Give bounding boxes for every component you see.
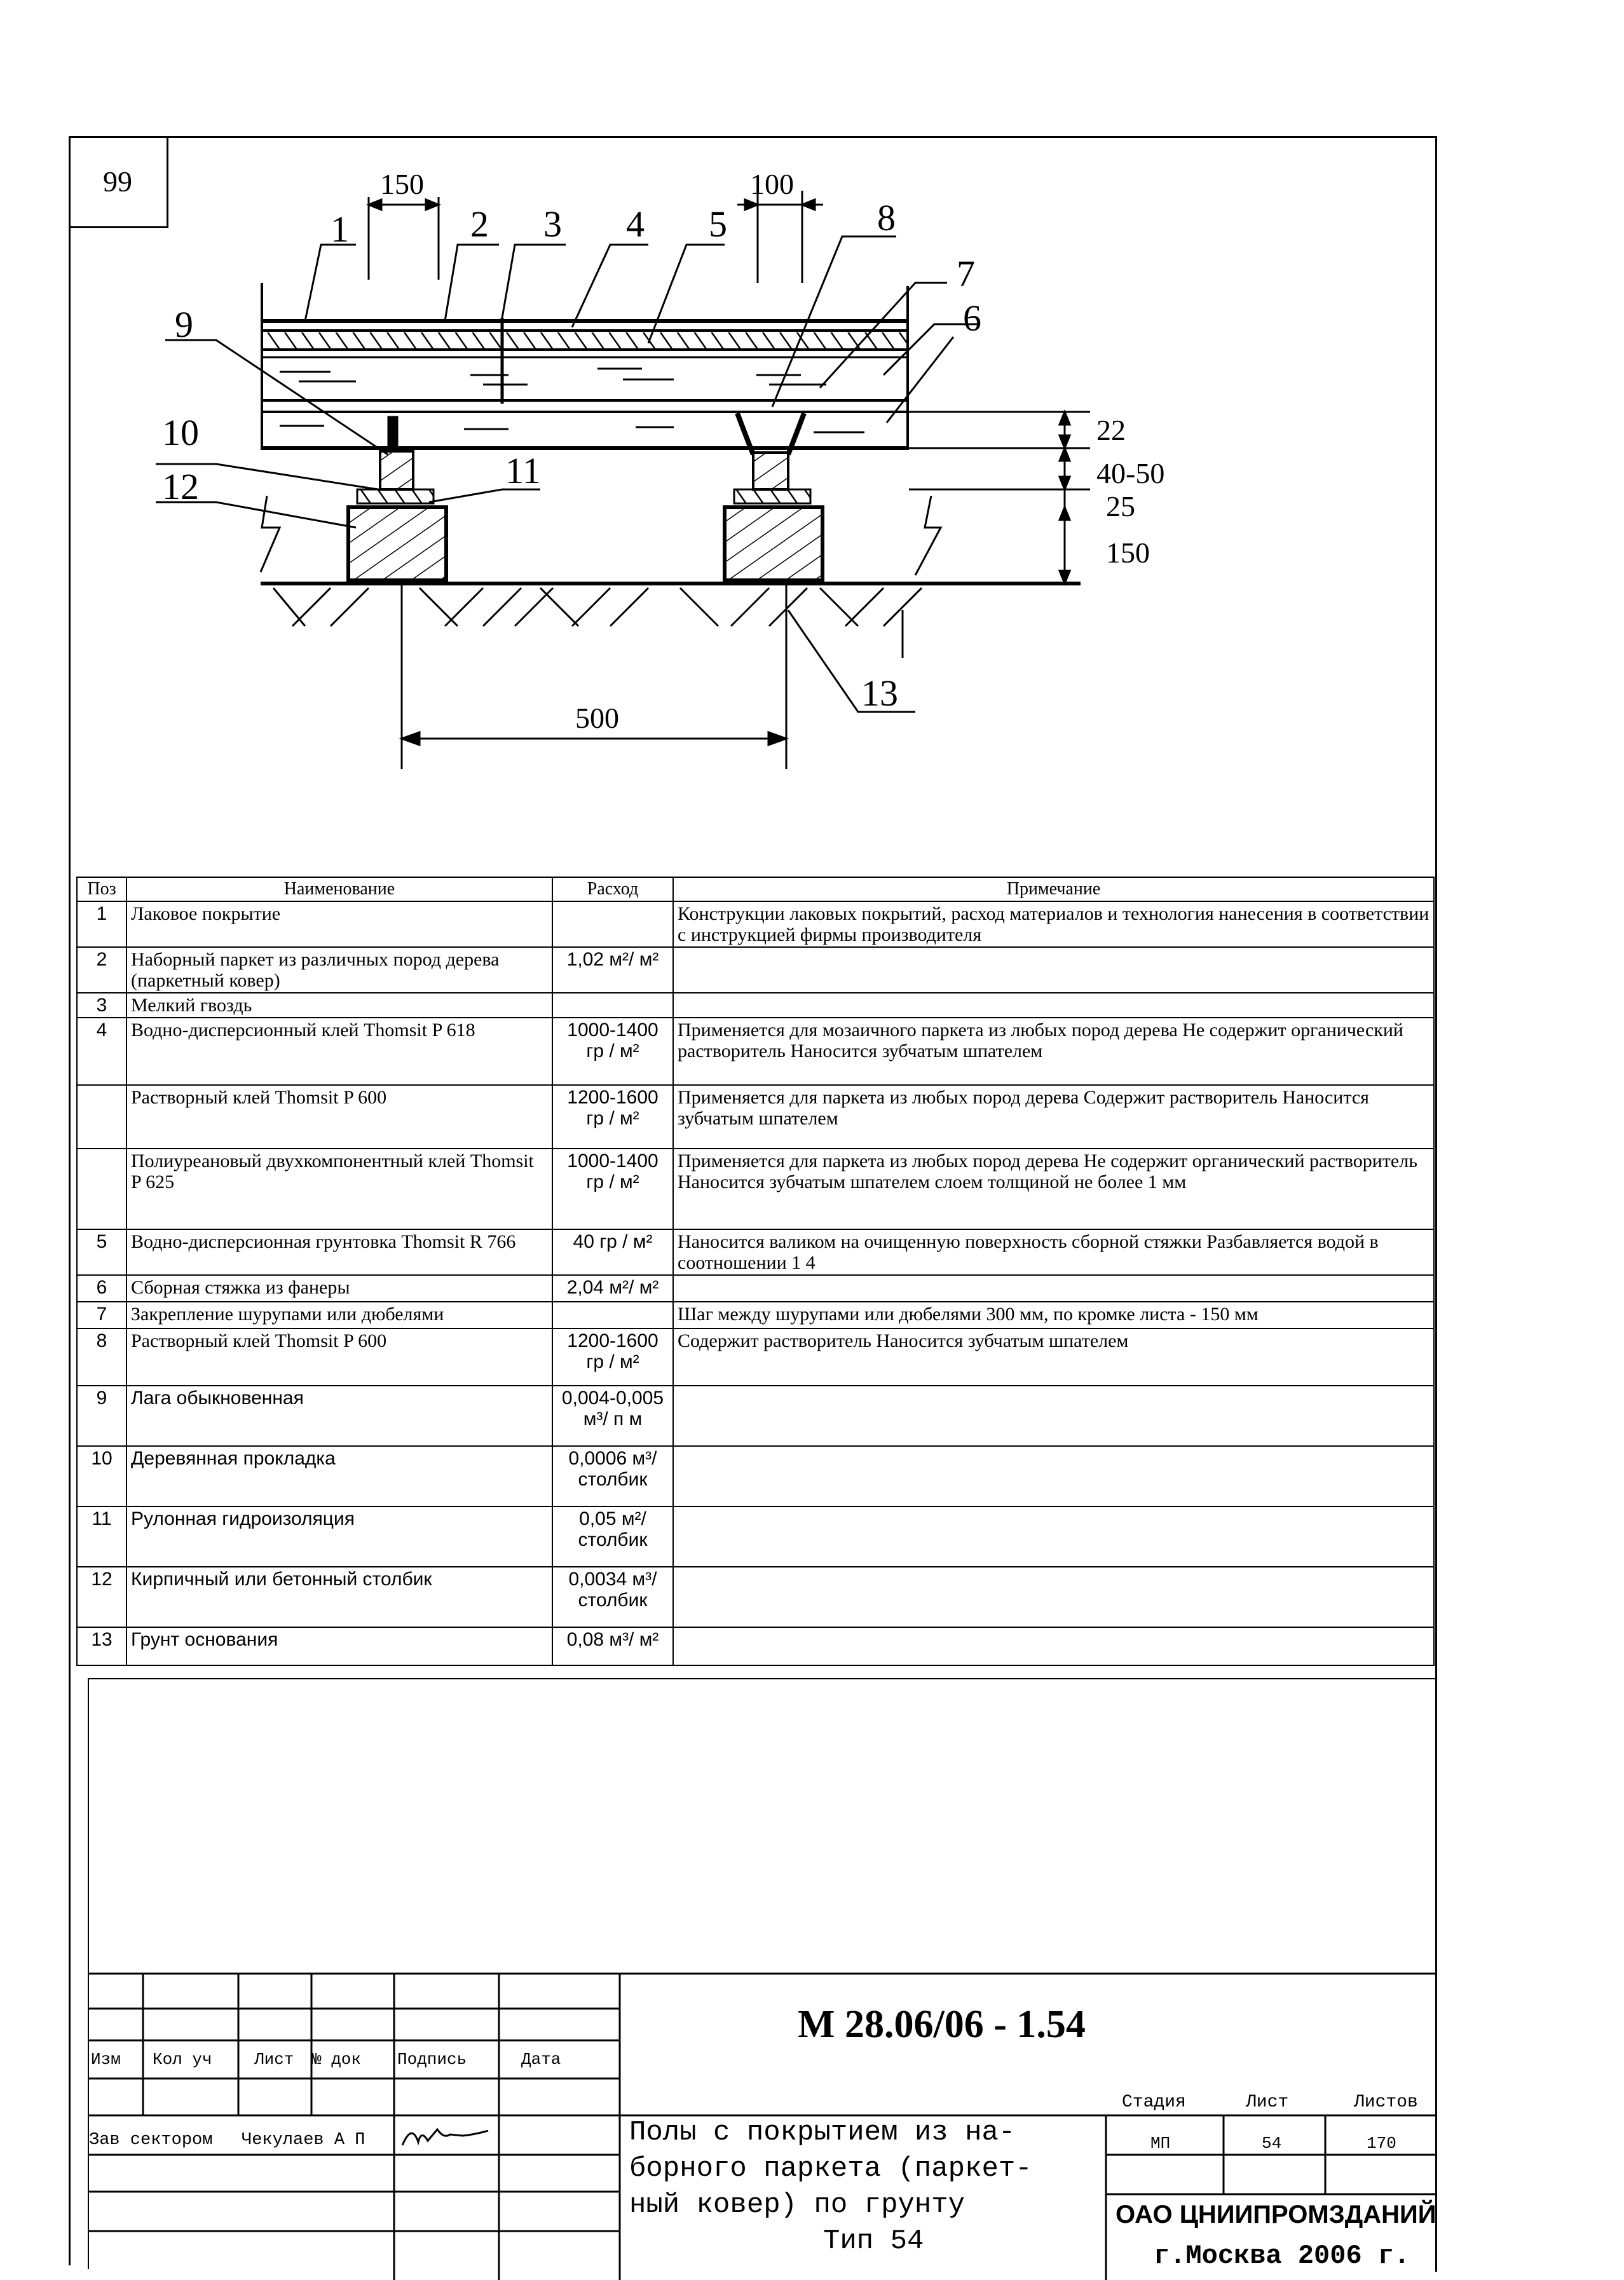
row-note	[673, 993, 1434, 1018]
row-note	[673, 1567, 1434, 1627]
dim-150-side: 150	[1106, 536, 1150, 569]
table-row	[77, 1085, 1434, 1149]
row-note: Шаг между шурупами или дюбелями 300 мм, по кромке листа - 150 мм	[673, 1302, 1434, 1328]
table-row	[77, 1567, 1434, 1627]
row-rate: 1,02 м²/ м²	[552, 947, 673, 993]
col-kol-uch: Кол уч	[153, 2050, 212, 2069]
row-pos: 9	[77, 1386, 126, 1446]
sheet-number: 99	[103, 165, 132, 198]
table-row	[77, 1149, 1434, 1229]
row-name: Кирпичный или бетонный столбик	[126, 1567, 552, 1627]
table-row	[77, 1627, 1434, 1665]
table-row	[77, 1275, 1434, 1302]
row-name: Сборная стяжка из фанеры	[126, 1275, 552, 1302]
col-list: Лист	[254, 2050, 294, 2069]
floor-layers	[261, 283, 909, 448]
row-rate	[552, 901, 673, 947]
dimensions	[369, 191, 1090, 745]
row-note	[673, 1627, 1434, 1665]
document-code: М 28.06/06 - 1.54	[798, 2003, 1086, 2046]
row-rate: 1200-1600 гр / м²	[552, 1085, 673, 1149]
row-note	[673, 1446, 1434, 1506]
row-pos: 5	[77, 1229, 126, 1275]
row-note	[673, 1275, 1434, 1302]
row-pos: 10	[77, 1446, 126, 1506]
row-note: Конструкции лаковых покрытий, расход материалов и технология нанесения в соответствии с инструкцией фирмы производителя	[673, 901, 1434, 947]
row-name: Растворный клей Thomsit P 600	[126, 1328, 552, 1386]
row-name: Водно-дисперсионный клей Thomsit P 618	[126, 1018, 552, 1085]
row-name: Мелкий гвоздь	[126, 993, 552, 1018]
post-left	[348, 416, 446, 580]
dim-25: 25	[1106, 490, 1135, 522]
row-name: Деревянная прокладка	[126, 1446, 552, 1506]
row-rate	[552, 993, 673, 1018]
header-pos: Поз	[77, 877, 126, 901]
callout-10: 10	[162, 412, 199, 453]
col-signature: Подпись	[397, 2050, 467, 2069]
floor-section-drawing	[0, 0, 1624, 877]
row-note	[673, 1386, 1434, 1446]
stage-label: Стадия	[1122, 2092, 1186, 2112]
callout-7: 7	[957, 253, 975, 294]
drawing-labels	[162, 168, 1164, 734]
table-row	[77, 993, 1434, 1018]
row-name: Закрепление шурупами или дюбелями	[126, 1302, 552, 1328]
person-name: Чекулаев А П	[242, 2131, 365, 2150]
post-right	[725, 413, 822, 580]
sheets-label: Листов	[1354, 2092, 1418, 2112]
table-header	[77, 877, 1434, 901]
header-rate: Расход	[552, 877, 673, 901]
row-name: Растворный клей Thomsit P 600	[126, 1085, 552, 1149]
row-name: Водно-дисперсионная грунтовка Thomsit R 766	[126, 1229, 552, 1275]
row-note	[673, 947, 1434, 993]
row-rate	[552, 1302, 673, 1328]
sheets-value: 170	[1367, 2134, 1396, 2153]
specification-table	[76, 877, 1435, 1666]
row-rate: 0,0034 м³/ столбик	[552, 1567, 673, 1627]
row-rate: 2,04 м²/ м²	[552, 1275, 673, 1302]
table-row	[77, 1328, 1434, 1386]
header-name: Наименование	[126, 877, 552, 901]
table-row	[77, 1018, 1434, 1085]
row-rate: 1200-1600 гр / м²	[552, 1328, 673, 1386]
callout-12: 12	[162, 466, 199, 507]
leaders	[156, 236, 979, 712]
org-name: ОАО ЦНИИПРОМЗДАНИЙ	[1116, 2201, 1436, 2229]
row-rate: 1000-1400 гр / м²	[552, 1018, 673, 1085]
callout-6: 6	[963, 297, 981, 339]
row-pos: 7	[77, 1302, 126, 1328]
row-name: Наборный паркет из различных пород дерева (паркетный ковер)	[126, 947, 552, 993]
col-date: Дата	[521, 2050, 561, 2069]
row-note: Применяется для паркета из любых пород дерева Не содержит органический растворитель Наносится зубчатым шпателем слоем толщиной не более 1 мм	[673, 1149, 1434, 1229]
table-row	[77, 1302, 1434, 1328]
dim-500: 500	[575, 702, 619, 734]
row-pos: 12	[77, 1567, 126, 1627]
row-pos: 2	[77, 947, 126, 993]
row-note: Применяется для мозаичного паркета из любых пород дерева Не содержит органический растворитель Наносится зубчатым шпателем	[673, 1018, 1434, 1085]
row-note	[673, 1506, 1434, 1567]
city-year: г.Москва 2006 г.	[1154, 2241, 1410, 2271]
row-pos: 4	[77, 1018, 126, 1085]
signature-mark	[399, 2117, 495, 2155]
title-line-3: ный ковер) по грунту	[629, 2189, 966, 2221]
row-name: Лаковое покрытие	[126, 901, 552, 947]
col-izm: Изм	[91, 2050, 121, 2069]
table-row	[77, 1386, 1434, 1446]
row-name: Лага обыкновенная	[126, 1386, 552, 1446]
row-note: Наносится валиком на очищенную поверхность сборной стяжки Разбавляется водой в соотношении 1 4	[673, 1229, 1434, 1275]
title-line-1: Полы с покрытием из на-	[629, 2117, 1016, 2148]
col-doc-no: № док	[311, 2050, 362, 2069]
table-row	[77, 1446, 1434, 1506]
callout-4: 4	[626, 203, 645, 245]
callout-11: 11	[505, 450, 541, 491]
row-pos: 6	[77, 1275, 126, 1302]
row-pos	[77, 1149, 126, 1229]
table-row	[77, 901, 1434, 947]
dim-150-top: 150	[380, 168, 424, 200]
callout-8: 8	[877, 197, 896, 238]
sheet-label: Лист	[1246, 2092, 1289, 2112]
row-rate: 0,0006 м³/ столбик	[552, 1446, 673, 1506]
callout-13: 13	[861, 672, 898, 714]
table-bottom-rule	[88, 1678, 1435, 1679]
row-name: Рулонная гидроизоляция	[126, 1506, 552, 1567]
title-line-2: борного паркета (паркет-	[629, 2153, 1032, 2185]
dim-100: 100	[750, 168, 794, 200]
table-row	[77, 1229, 1434, 1275]
row-pos: 13	[77, 1627, 126, 1665]
callout-5: 5	[709, 203, 727, 245]
row-pos: 3	[77, 993, 126, 1018]
row-pos: 8	[77, 1328, 126, 1386]
table-row	[77, 947, 1434, 993]
row-pos: 1	[77, 901, 126, 947]
row-rate: 1000-1400 гр / м²	[552, 1149, 673, 1229]
table-row	[77, 1506, 1434, 1567]
dim-40-50: 40-50	[1096, 457, 1165, 489]
row-rate: 0,08 м³/ м²	[552, 1627, 673, 1665]
row-rate: 40 гр / м²	[552, 1229, 673, 1275]
row-rate: 0,05 м²/ столбик	[552, 1506, 673, 1567]
stage-value: МП	[1150, 2134, 1171, 2153]
header-note: Примечание	[673, 877, 1434, 901]
dim-22: 22	[1096, 414, 1126, 446]
row-note: Содержит растворитель Наносится зубчатым шпателем	[673, 1328, 1434, 1386]
row-name: Полиуреановый двухкомпонентный клей Thomsit P 625	[126, 1149, 552, 1229]
sheet-value: 54	[1262, 2134, 1282, 2153]
title-line-4: Тип 54	[823, 2225, 924, 2257]
role-label: Зав сектором	[89, 2131, 213, 2150]
row-pos: 11	[77, 1506, 126, 1567]
row-rate: 0,004-0,005 м³/ п м	[552, 1386, 673, 1446]
callout-9: 9	[175, 304, 193, 345]
row-name: Грунт основания	[126, 1627, 552, 1665]
callout-2: 2	[470, 203, 489, 245]
callout-1: 1	[331, 208, 349, 250]
callout-3: 3	[543, 203, 562, 245]
row-note: Применяется для паркета из любых пород дерева Содержит растворитель Наносится зубчатым шпателем	[673, 1085, 1434, 1149]
row-pos	[77, 1085, 126, 1149]
